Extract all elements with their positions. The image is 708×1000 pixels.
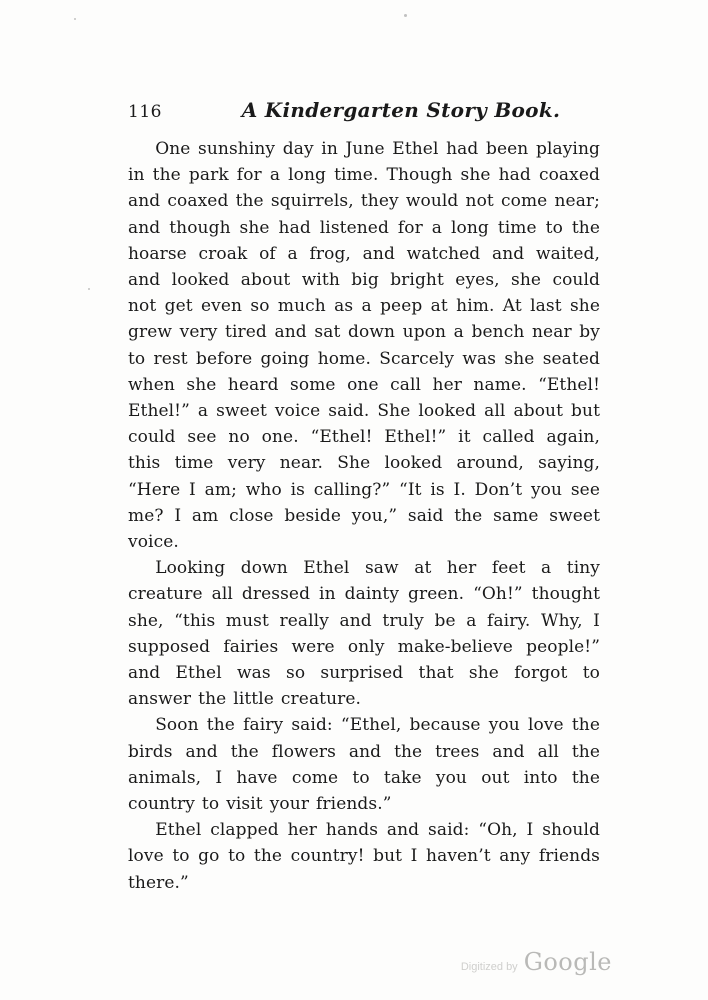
page-number: 116 <box>128 102 162 122</box>
scan-speck <box>88 288 90 290</box>
page-header <box>128 98 600 122</box>
digitized-watermark <box>461 948 612 976</box>
paragraph: Looking down Ethel saw at her feet a tiny creature all dressed in dainty green. “Oh!” thought she, “this must really and truly be a fairy. Why, I supposed fairies were only make-believe people!” and Ethel was so surprised that she forgot to answer the little creature. <box>128 558 600 710</box>
body-text <box>128 136 600 896</box>
scan-speck <box>404 14 407 17</box>
digitized-by-label: Digitized by <box>460 961 518 973</box>
google-logo: Google <box>523 948 612 976</box>
text-block <box>128 98 600 896</box>
paragraph: One sunshiny day in June Ethel had been playing in the park for a long time. Though she had coaxed and coaxed the squirrels, they would not come near; and though she had listened for a long time to the hoarse croak of a frog, and watched and waited, and looked about with big bright eyes, she could not get even so much as a peep at him. At last she grew very tired and sat down upon a bench near by to rest before going home. Scarcely was she seated when she heard some one call her name. “Ethel! Ethel!” a sweet voice said. She looked all about but could see no one. “Ethel! Ethel!” it called again, this time very near. She looked around, saying, “Here I am; who is calling?” “It is I. Don’t you see me? I am close beside you,” said the same sweet voice. <box>128 139 600 553</box>
paragraph: Soon the fairy said: “Ethel, because you love the birds and the flowers and the trees and all the animals, I have come to take you out into the country to visit your friends.” <box>128 715 600 815</box>
running-title: A Kindergarten Story Book. <box>241 98 561 122</box>
scan-speck <box>74 18 76 20</box>
paragraph: Ethel clapped her hands and said: “Oh, I should love to go to the country! but I haven’t any friends there.” <box>128 820 600 893</box>
